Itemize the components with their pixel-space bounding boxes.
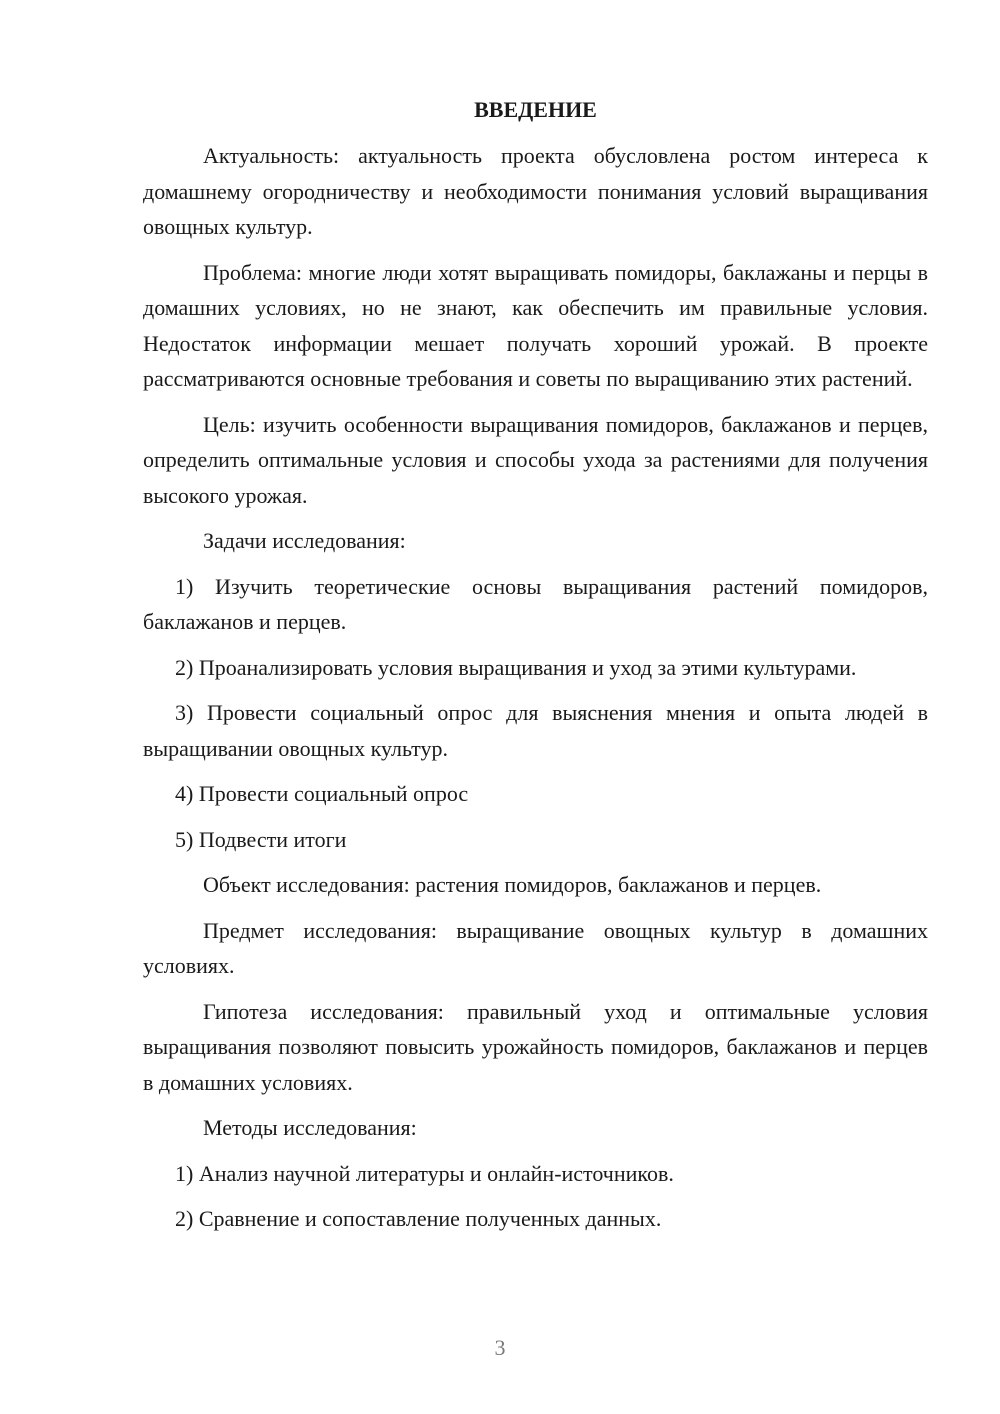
paragraph-subject: Предмет исследования: выращивание овощных культур в домашних условиях. [143, 917, 928, 978]
task-item-4: 4) Провести социальный опрос [175, 781, 469, 806]
task-item-1: 1) Изучить теоретические основы выращивания растений помидоров, баклажанов и перцев. [143, 573, 928, 634]
method-item-2: 2) Сравнение и сопоставление полученных данных. [175, 1206, 662, 1231]
task-item-5: 5) Подвести итоги [175, 826, 347, 852]
method-item-1: 1) Анализ научной литературы и онлайн-источников. [175, 1160, 674, 1186]
task-item-2: 2) Проанализировать условия выращивания и уход за этими культурами. [175, 654, 857, 680]
paragraph-problem: Проблема: многие люди хотят выращивать помидоры, баклажаны и перцы в домашних условиях, но не знают, как обеспечить им правильные условия. Недостаток информации мешает получать хороший урожай. В проекте рассматриваются основные требования и советы по выращиванию этих растений. [143, 259, 928, 391]
page-number: 3 [494, 1335, 506, 1360]
paragraph-methods-heading: Методы исследования: [203, 1115, 417, 1140]
paragraph-hypothesis: Гипотеза исследования: правильный уход и оптимальные условия выращивания позволяют повысить урожайность помидоров, баклажанов и перцев в домашних условиях. [143, 998, 928, 1095]
document-page [143, 95, 928, 1247]
paragraph-goal: Цель: изучить особенности выращивания помидоров, баклажанов и перцев, определить оптимальные условия и способы ухода за растениями для получения высокого урожая. [143, 411, 928, 508]
paragraph-relevance: Актуальность: актуальность проекта обусловлена ростом интереса к домашнему огородничеству и необходимости понимания условий выращивания овощных культур. [143, 143, 928, 239]
paragraph-tasks-heading: Задачи исследования: [203, 528, 406, 553]
task-item-3: 3) Провести социальный опрос для выяснения мнения и опыта людей в выращивании овощных культур. [143, 700, 928, 761]
page-title: ВВЕДЕНИЕ [474, 97, 597, 122]
paragraph-object: Объект исследования: растения помидоров, баклажанов и перцев. [203, 872, 822, 897]
